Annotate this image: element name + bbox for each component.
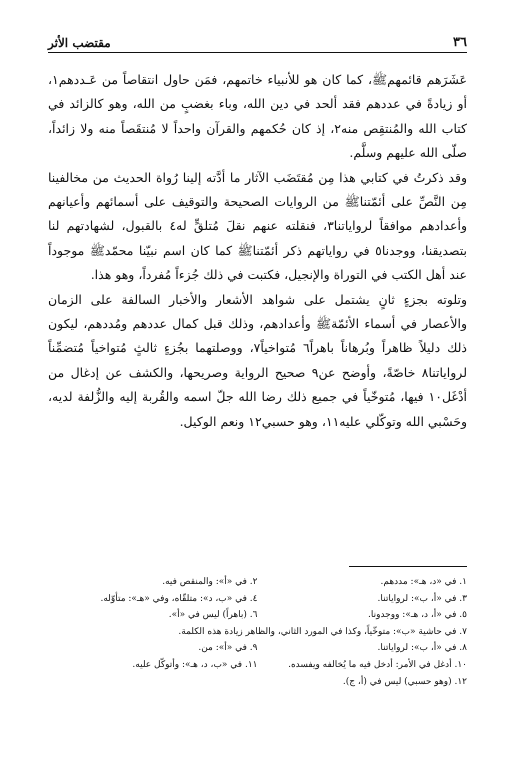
footnote-row — [48, 624, 467, 641]
footnote: ٦. (باهراً) ليس في «أ». — [168, 610, 258, 621]
footnote: ١. في «د، هـ»: مددهم. — [380, 577, 467, 587]
running-header — [48, 30, 467, 50]
footnote-row — [48, 574, 467, 591]
header-divider — [48, 52, 467, 53]
footnote: ٣. في «أ، ب»: لرواياتنا. — [377, 593, 467, 604]
footnote-row — [48, 591, 467, 608]
footnote: ١٠. أدغل في الأمر: أدخل فيه ما يُخالفه ويفسده. — [288, 659, 467, 670]
footnote-row — [48, 657, 467, 674]
footnote-row — [48, 640, 467, 657]
footnote: ٨. في «أ، ب»: لرواياتنا. — [377, 643, 467, 654]
footnote: ٥. في «أ، د، هـ»: ووجدونا. — [368, 610, 467, 621]
paragraph: وقد ذكرتُ في كتابي هذا مِن مُقتَضَب الآثار ما أدَّته إلينا رُواة الحديث من مخالفينا مِن النَّصِّ على أئمّتناﷺ من الروايات الصحيحة والتوقيف على أسمائهم وأعيانهم وأعدادهم موافقاً لرواياتنا٣، فنقلته عنهم نقلَ مُتلقٍّ له٤ بالقبول، لشهادتهم لنا بتصديقنا، ووجدنا٥ في رواياتهم ذكر أئمّتناﷺ كما كان اسم نبيّنا محمّدﷺ موجوداً عند أهل الكتب في التوراة والإنجيل، فكتبت في ذلك جُزءاً مُفرداً، وهو هذا. — [48, 169, 467, 283]
footnote-row — [48, 674, 467, 691]
main-text — [48, 68, 467, 434]
footnote: ١١. في «ب، د، هـ»: وأتوكّل عليه. — [132, 659, 258, 670]
footnote: ٩. في «أ»: من. — [198, 643, 258, 654]
footnote: ١٢. (وهو حسبي) ليس في (أ، ج). — [342, 676, 467, 687]
footnotes — [48, 574, 467, 690]
paragraph: وتلوته بجزءٍ ثانٍ يشتمل على شواهد الأشعار والأخبار السالفة على الزمان والأعصار في أسماء الأئمّةﷺ وأعدادهم، وذلك قبل كمال عددهم ومُددهم، ليكون ذلك دليلاً ظاهراً وبُرهاناً باهراً٦ مُتواخياً٧، ووصلتهما بجُزءٍ ثالثٍ مُتواخياً مُتضمِّناً لرواياتنا٨ خاصّةً، وأوضح عن٩ صحيح الرواية وصريحها، والكشف عن إدغال من أدْغَل١٠ فيها، مُتوخّياً في جميع ذلك رضا الله جلّ اسمه والقُربة إليه والزُّلفة لديه، وحَسْبي الله وتوكّلي عليه١١، وهو حسبي١٢ ونعم الوكيل. — [48, 291, 467, 429]
paragraph: عَشَرَهم قائمهمﷺ، كما كان هو للأنبياء خاتمهم، فمَن حاول انتقاصاً من عَـددهم١، أو زيادةً في عددهم فقد ألحد في دين الله، وباء بغضبٍ من الله، وهو كالزائد في كتاب الله والمُنتقِص منه٢، إذ كان حُكمهم والقرآن واحداً لا مُنتقَصاً منه ولا زائداً، صلّى الله عليهم وسلَّم. — [48, 72, 467, 161]
footnote: ٤. في «ب، د»: متلقّاه، وفي «هـ»: متأوّله. — [100, 593, 258, 604]
footnote-divider — [349, 566, 467, 567]
footnote-row — [48, 607, 467, 624]
page-number: ٣٦ — [453, 35, 467, 50]
footnote: ٢. في «أ»: والمنقص فيه. — [162, 577, 258, 587]
running-title: مقتضب الأثر — [48, 36, 111, 50]
footnote: ٧. في حاشية «ب»: متوخّياً، وكذا في المورد الثاني، والظاهر زيادة هذه الكلمة. — [178, 626, 467, 637]
